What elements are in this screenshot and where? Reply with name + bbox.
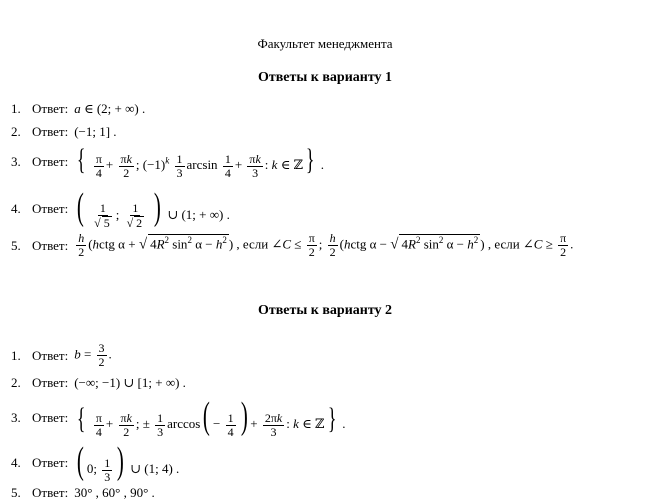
answer-label: Ответ: (32, 409, 69, 425)
answer-expression: a ∈ (2; + ∞) . (74, 101, 146, 116)
v1-answer-3 (11, 145, 324, 180)
faculty-title: Факультет менеджмента (257, 36, 393, 51)
variant-1-heading: Ответы к варианту 1 (257, 70, 393, 85)
v2-answer-4 (11, 442, 179, 484)
v2-answer-1 (11, 342, 112, 369)
answer-label: Ответ: (32, 485, 69, 500)
answer-label: Ответ: (32, 201, 69, 216)
answer-label: Ответ: (32, 124, 69, 139)
answer-number: 5. (11, 237, 21, 253)
answer-number: 5. (11, 485, 21, 500)
answer-expression: ( $\frac{1}{√ 5}$ ; $\frac{1}{√ 2}$ ) ∪ (1; + ∞) . (77, 186, 230, 231)
answer-number: 1. (11, 347, 21, 363)
v1-answer-1 (11, 101, 145, 117)
v1-answer-4 (11, 188, 230, 230)
answer-number: 2. (11, 375, 21, 390)
v2-answer-2 (11, 375, 186, 391)
v1-answer-2 (11, 124, 117, 140)
answer-label: Ответ: (32, 347, 69, 363)
answer-label: Ответ: (32, 101, 69, 116)
answer-number: 2. (11, 124, 21, 139)
answer-expression: { $\frac{\pi}{4}$ + $\frac{\pi k}{2}$ ; ± $\frac{1}{3}$ arccos( − $\frac{1}{4}$ ) + $\frac{2\pi k}{3}$ : k ∈ ℤ} . (77, 395, 346, 439)
answer-expression: $\frac{h}{2}$ (hctg α + √ $4R^2$ $\sin^2 \alpha - h^2$ ) , если ∠C ≤ $\frac{\pi}{2}$ ; $\frac{h}{2}$ (hctg α − √ $4R^2$ $\sin^2 \alpha - h^2$ ) , если ∠C ≥ $\frac{\pi}{2}$ . (78, 231, 574, 259)
answer-expression: 30° , 60° , 90° . (74, 485, 155, 500)
variant-2-heading: Ответы к варианту 2 (257, 303, 393, 318)
v2-answer-3 (11, 397, 345, 439)
answer-expression: (−∞; −1) ∪ [1; + ∞) . (74, 375, 186, 390)
answer-number: 4. (11, 201, 21, 216)
answer-expression: b = $\frac{3}{2}$ . (74, 341, 112, 369)
answer-label: Ответ: (32, 154, 69, 170)
answer-expression: { $\frac{\pi}{4}$ + $\frac{\pi k}{2}$ ; $(-1)^k$ $\frac{1}{3}$ arcsin $\frac{1}{4}$ + $\frac{\pi k}{3}$ : k ∈ ℤ} . (77, 143, 324, 180)
answer-label: Ответ: (32, 375, 69, 390)
v1-answer-5 (11, 232, 573, 259)
v2-answer-5 (11, 485, 155, 501)
answer-label: Ответ: (32, 237, 69, 253)
answer-label: Ответ: (32, 454, 69, 470)
answer-number: 4. (11, 454, 21, 470)
answer-number: 1. (11, 101, 21, 116)
answer-number: 3. (11, 154, 21, 170)
answer-number: 3. (11, 409, 21, 425)
answer-expression: (−1; 1] . (74, 124, 117, 139)
answer-expression: ( 0; $\frac{1}{3}$ ) ∪ (1; 4) . (77, 440, 180, 484)
